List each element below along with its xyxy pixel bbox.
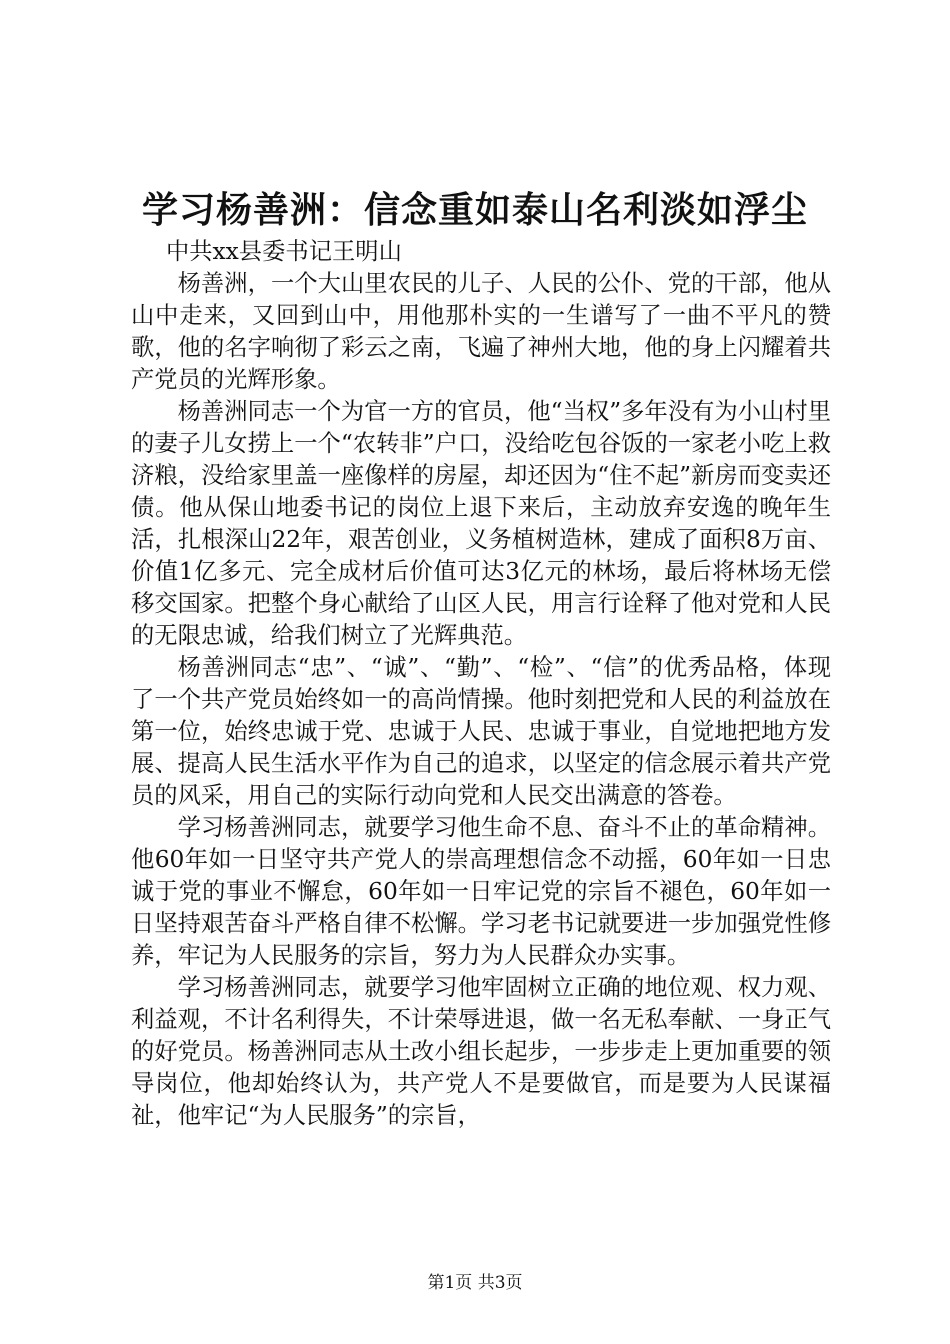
paragraph-2: 杨善洲同志一个为官一方的官员，他“当权”多年没有为小山村里的妻子儿女捞上一个“农转非”户口，没给吃包谷饭的一家老小吃上救济粮，没给家里盖一座像样的房屋，却还因为“住不起”新房而变卖还债。他从保山地委书记的岗位上退下来后，主动放弃安逸的晚年生活，扎根深山22年，艰苦创业，义务植树造林，建成了面积8万亩、价值1亿多元、完全成材后价值可达3亿元的林场，最后将林场无偿移交国家。把整个身心献给了山区人民，用言行诠释了他对党和人民的无限忠诚，给我们树立了光辉典范。 (131, 398, 831, 649)
paragraph-1: 杨善洲，一个大山里农民的儿子、人民的公仆、党的干部，他从山中走来，又回到山中，用他那朴实的一生谱写了一曲不平凡的赞歌，他的名字响彻了彩云之南，飞遍了神州大地，他的身上闪耀着共产党员的光辉形象。 (131, 270, 831, 393)
paragraph-3: 杨善洲同志“忠”、“诚”、“勤”、“检”、“信”的优秀品格，体现了一个共产党员始终如一的高尚情操。他时刻把党和人民的利益放在第一位，始终忠诚于党、忠诚于人民、忠诚于事业，自觉地把地方发展、提高人民生活水平作为自己的追求，以坚定的信念展示着共产党员的风采，用自己的实际行动向党和人民交出满意的答卷。 (131, 654, 831, 809)
author-line: 中共xx县委书记王明山 (165, 238, 402, 265)
paragraph-4: 学习杨善洲同志，就要学习他生命不息、奋斗不止的革命精神。他60年如一日坚守共产党人的崇高理想信念不动摇，60年如一日忠诚于党的事业不懈怠，60年如一日牢记党的宗旨不褪色，60年如一日坚持艰苦奋斗严格自律不松懈。学习老书记就要进一步加强党性修养，牢记为人民服务的宗旨，努力为人民群众办实事。 (131, 814, 831, 969)
document-body (131, 236, 831, 1132)
document-title: 学习杨善洲：信念重如泰山名利淡如浮尘 (141, 189, 808, 231)
paragraph-5: 学习杨善洲同志，就要学习他牢固树立正确的地位观、权力观、利益观，不计名利得失，不计荣辱进退，做一名无私奉献、一身正气的好党员。杨善洲同志从土改小组长起步，一步步走上更加重要的领导岗位，他却始终认为，共产党人不是要做官，而是要为人民谋福祉，他牢记“为人民服务”的宗旨， (131, 974, 831, 1129)
page-footer: 第1页 共3页 (427, 1273, 523, 1293)
